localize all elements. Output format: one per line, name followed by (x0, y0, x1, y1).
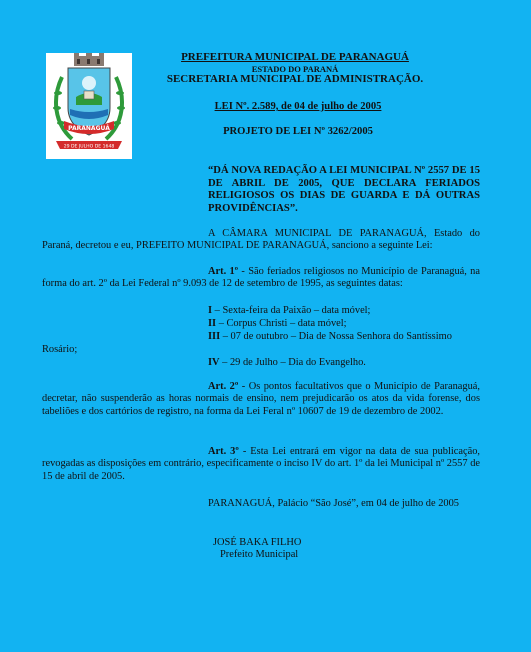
article-3-label: Art. 3º (208, 446, 239, 457)
article-2-label: Art. 2º (208, 381, 239, 392)
item-numeral: IV (208, 357, 220, 368)
list-item (208, 318, 347, 330)
list-item (208, 331, 452, 343)
item-numeral: III (208, 331, 221, 342)
crest-band-text: PARANAGUÁ (68, 125, 110, 132)
article-2 (42, 381, 480, 418)
item-text: – Sexta-feira da Paixão – data móvel; (212, 305, 371, 316)
ementa: “DÁ NOVA REDAÇÃO A LEI MUNICIPAL Nº 2557 DE 15 DE ABRIL DE 2005, QUE DECLARA FERIADOS RELIGIOSOS OS DIAS DE GUARDA E DÁ OUTRAS PROVIDÊNCIAS”. (208, 165, 480, 214)
article-1 (42, 266, 480, 291)
bill-number: PROJETO DE LEI Nº 3262/2005 (223, 126, 373, 137)
list-item (208, 357, 366, 369)
article-1-label: Art. 1º (208, 266, 239, 277)
article-3-text: - Esta Lei entrará em vigor na data de sua publicação, revogadas as disposições em contrário, especificamente o inciso IV do art. 1º da lei Municipal nº 2557 de 15 de abril de 2005. (42, 446, 480, 482)
item-numeral: I (208, 305, 213, 316)
crest-ribbon-text: 29 DE JULHO DE 1648 (63, 144, 115, 150)
item-text: – 07 de outubro – Dia de Nossa Senhora do Santíssimo (220, 331, 452, 342)
item-text: – 29 de Julho – Dia do Evangelho. (219, 357, 366, 368)
municipal-crest (46, 53, 132, 159)
signatory-title: Prefeito Municipal (220, 549, 299, 560)
law-number: LEI Nº. 2.589, de 04 de julho de 2005 (214, 101, 382, 112)
item-text: – Corpus Christi – data móvel; (216, 318, 347, 329)
article-2-text: - Os pontos facultativos que o Município de Paranaguá, decretar, não suspenderão as horas normais de ensino, nem prejudicarão os atos da vida forense, dos tabeliões e dos cartórios de registro, na forma da Lei Feral nº 10607 de 19 de dezembro de 2002. (42, 381, 480, 417)
item-3-continuation: Rosário; (42, 344, 78, 355)
preamble: A CÂMARA MUNICIPAL DE PARANAGUÁ, Estado do Paraná, decretou e eu, PREFEITO MUNICIPAL DE PARANAGUÁ, sanciono a seguinte Lei: (42, 228, 480, 252)
secretaria-title: SECRETARIA MUNICIPAL DE ADMINISTRAÇÃO. (166, 73, 424, 85)
item-numeral: II (208, 318, 217, 329)
article-3 (42, 446, 480, 483)
signatory-name: JOSÉ BAKA FILHO (213, 537, 302, 548)
prefeitura-title: PREFEITURA MUNICIPAL DE PARANAGUÁ (181, 51, 409, 63)
article-1-text: - São feriados religiosos no Município de Paranaguá, na forma do art. 2º da Lei Federal nº 9.093 de 12 de setembro de 1995, as seguintes datas: (42, 266, 480, 290)
list-item (208, 305, 370, 317)
estado-subtitle: ESTADO DO PARANÁ (251, 64, 339, 74)
closing-place-date: PARANAGUÁ, Palácio “São José”, em 04 de julho de 2005 (208, 498, 459, 509)
